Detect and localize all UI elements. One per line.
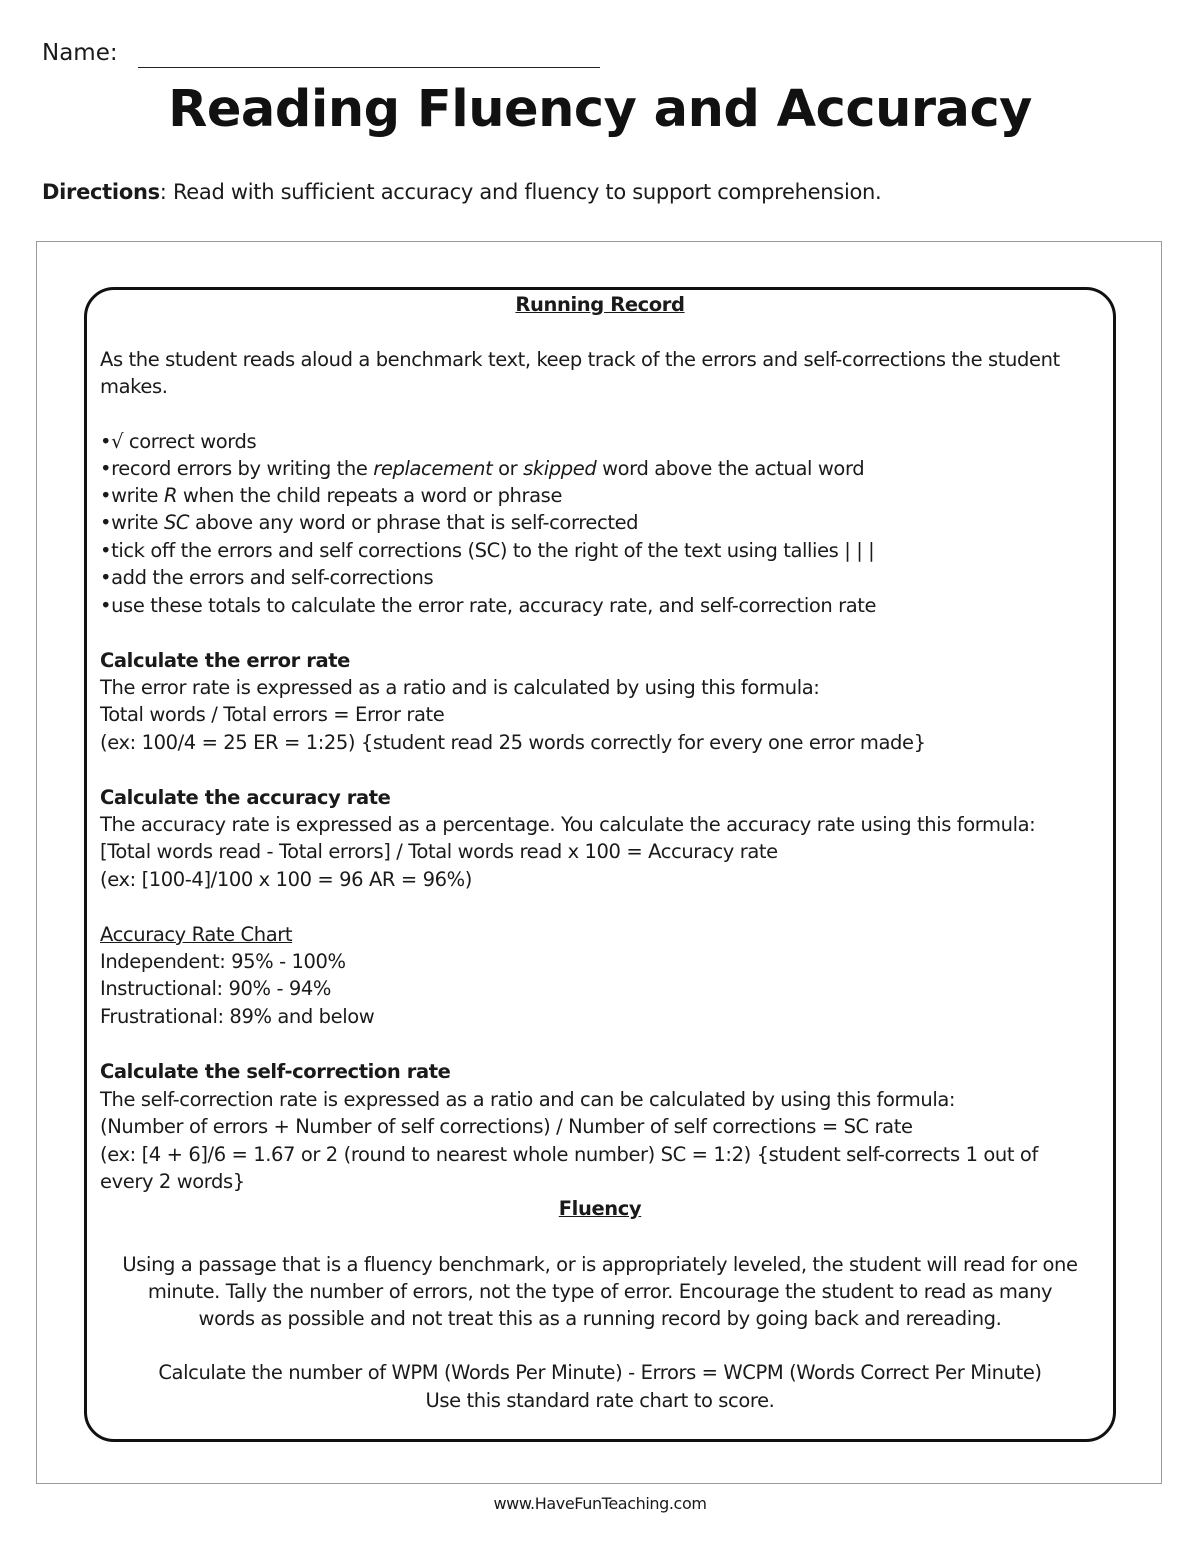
name-label: Name: — [42, 40, 118, 66]
directions — [42, 177, 881, 207]
accuracy-rate-line2: [Total words read - Total errors] / Total words read x 100 = Accuracy rate — [100, 840, 778, 863]
self-correction-line3: (ex: [4 + 6]/6 = 1.67 or 2 (round to nearest whole number) SC = 1:2) {student self-corrects 1 out of — [100, 1143, 1038, 1166]
bullet-emphasis: R — [163, 484, 178, 507]
accuracy-chart-independent: Independent: 95% - 100% — [100, 950, 346, 973]
bullet-correct-words: •√ correct words — [100, 430, 257, 453]
name-row — [42, 34, 600, 68]
bullet-emphasis: skipped — [523, 457, 597, 480]
bullet-use-totals: •use these totals to calculate the error rate, accuracy rate, and self-correction rate — [100, 594, 877, 617]
fluency-para-line2: minute. Tally the number of errors, not the type of error. Encourage the student to read as many — [147, 1280, 1053, 1303]
self-correction-line1: The self-correction rate is expressed as a ratio and can be calculated by using this formula: — [100, 1088, 956, 1111]
fluency-calc-line2: Use this standard rate chart to score. — [425, 1389, 775, 1412]
page-title: Reading Fluency and Accuracy — [168, 80, 1032, 139]
accuracy-chart-frustrational: Frustrational: 89% and below — [100, 1005, 375, 1028]
self-correction-heading: Calculate the self-correction rate — [100, 1060, 451, 1083]
bullet-add-errors: •add the errors and self-corrections — [100, 566, 434, 589]
fluency-para-line1: Using a passage that is a fluency benchmark, or is appropriately leveled, the student will read for one — [122, 1253, 1078, 1276]
error-rate-line1: The error rate is expressed as a ratio and is calculated by using this formula: — [100, 676, 820, 699]
bullet-write-r — [100, 482, 562, 509]
accuracy-rate-heading: Calculate the accuracy rate — [100, 786, 391, 809]
error-rate-line3: (ex: 100/4 = 25 ER = 1:25) {student read 25 words correctly for every one error made} — [100, 731, 926, 754]
error-rate-line2: Total words / Total errors = Error rate — [100, 703, 445, 726]
fluency-para-line3: words as possible and not treat this as a running record by going back and rereading. — [198, 1307, 1002, 1330]
name-line[interactable] — [138, 40, 600, 68]
running-record-heading: Running Record — [515, 293, 685, 316]
accuracy-chart-heading: Accuracy Rate Chart — [100, 923, 293, 946]
bullet-text: or — [492, 457, 524, 480]
bullet-text: word above the actual word — [596, 457, 865, 480]
directions-label: Directions — [42, 180, 160, 204]
bullet-text: •write — [100, 511, 164, 534]
bullet-tick-off: •tick off the errors and self corrections (SC) to the right of the text using tallies | | | — [100, 539, 875, 562]
accuracy-rate-line3: (ex: [100-4]/100 x 100 = 96 AR = 96%) — [100, 868, 472, 891]
bullet-text: •record errors by writing the — [100, 457, 374, 480]
directions-text: : Read with sufficient accuracy and fluency to support comprehension. — [159, 180, 882, 204]
bullet-emphasis: SC — [163, 511, 190, 534]
bullet-text: when the child repeats a word or phrase — [177, 484, 563, 507]
error-rate-heading: Calculate the error rate — [100, 649, 350, 672]
footer-url: www.HaveFunTeaching.com — [493, 1494, 707, 1513]
bullet-text: •write — [100, 484, 164, 507]
fluency-heading: Fluency — [558, 1197, 642, 1220]
bullet-write-sc — [100, 509, 638, 536]
accuracy-rate-line1: The accuracy rate is expressed as a percentage. You calculate the accuracy rate using this formula: — [100, 813, 1036, 836]
bullet-record-errors — [100, 455, 864, 482]
running-record-intro-line2: makes. — [100, 375, 168, 398]
fluency-calc-line1: Calculate the number of WPM (Words Per Minute) - Errors = WCPM (Words Correct Per Minute) — [158, 1361, 1042, 1384]
running-record-intro-line1: As the student reads aloud a benchmark text, keep track of the errors and self-corrections the student — [100, 348, 1060, 371]
accuracy-chart-instructional: Instructional: 90% - 94% — [100, 977, 332, 1000]
bullet-emphasis: replacement — [373, 457, 493, 480]
self-correction-line4: every 2 words} — [100, 1170, 245, 1193]
bullet-text: above any word or phrase that is self-corrected — [189, 511, 639, 534]
self-correction-line2: (Number of errors + Number of self corrections) / Number of self corrections = SC rate — [100, 1115, 913, 1138]
